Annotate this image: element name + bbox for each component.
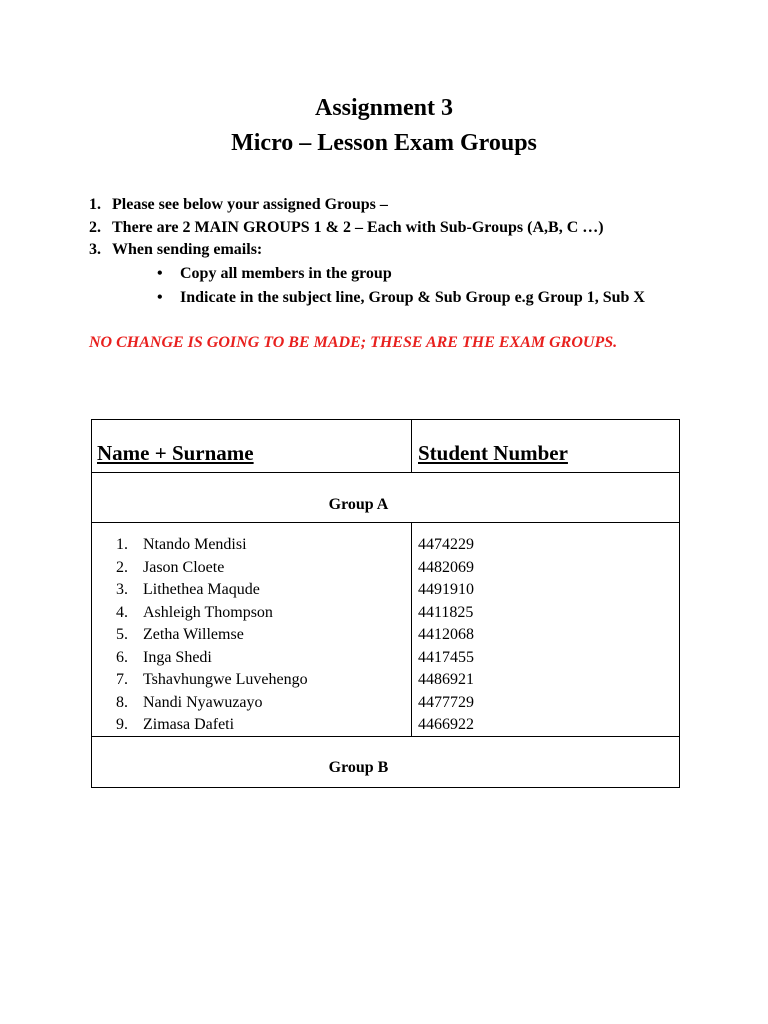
student-number: 4491910 <box>418 581 474 598</box>
table-row <box>116 692 308 715</box>
column-header-student-number: Student Number <box>418 441 568 465</box>
row-divider <box>92 522 679 523</box>
member-name: Tshavhungwe Luvehengo <box>143 671 308 688</box>
row-number: 8. <box>116 693 128 711</box>
table-row <box>116 602 308 625</box>
member-name: Ntando Mendisi <box>143 536 247 553</box>
member-name: Ashleigh Thompson <box>143 603 273 621</box>
student-number: 4477729 <box>418 693 474 711</box>
row-number: 6. <box>116 648 128 666</box>
member-name: Zimasa Dafeti <box>143 716 235 733</box>
assignment-title: Assignment 3 <box>314 95 453 121</box>
row-number: 5. <box>116 626 128 643</box>
column-divider <box>411 420 412 472</box>
student-number: 4482069 <box>418 558 474 576</box>
row-number: 1. <box>116 536 128 553</box>
instruction-item <box>89 195 388 215</box>
member-name: Lithethea Maqude <box>143 581 260 598</box>
groups-table <box>91 419 680 788</box>
row-number: 9. <box>116 716 128 733</box>
bullet-icon: • <box>157 265 163 282</box>
table-row <box>116 579 308 602</box>
member-name: Zetha Willemse <box>143 626 244 643</box>
group-b-label: Group B <box>328 759 389 776</box>
column-divider <box>411 523 412 737</box>
instruction-text: Please see below your assigned Groups – <box>112 196 388 213</box>
row-number: 2. <box>116 558 128 576</box>
instruction-text: When sending emails: <box>112 241 263 258</box>
member-name: Nandi Nyawuzayo <box>143 693 263 711</box>
member-name: Inga Shedi <box>143 648 212 666</box>
student-number: 4411825 <box>418 603 474 621</box>
instruction-text: There are 2 MAIN GROUPS 1 & 2 – Each with Sub-Groups (A,B, C …) <box>112 219 604 236</box>
student-number: 4466922 <box>418 716 474 733</box>
instruction-item <box>89 240 262 260</box>
table-row <box>116 624 308 647</box>
member-name: Jason Cloete <box>143 558 225 576</box>
group-a-label: Group A <box>328 496 389 513</box>
member-name-list <box>116 534 308 737</box>
table-row <box>116 669 308 692</box>
instruction-number: 1. <box>89 196 101 213</box>
student-number-list <box>418 534 474 737</box>
table-row <box>116 647 308 670</box>
bullet-text: Copy all members in the group <box>180 265 392 282</box>
table-row <box>116 534 308 557</box>
bullet-text: Indicate in the subject line, Group & Sub Group e.g Group 1, Sub X <box>180 289 645 306</box>
instruction-number: 3. <box>89 241 101 258</box>
student-number: 4474229 <box>418 536 474 553</box>
row-divider <box>92 472 679 473</box>
student-number: 4486921 <box>418 671 474 688</box>
table-row <box>116 557 308 580</box>
student-number: 4417455 <box>418 648 474 666</box>
column-header-name: Name + Surname <box>97 441 254 465</box>
row-number: 4. <box>116 603 128 621</box>
table-row <box>116 714 308 737</box>
bullet-icon: • <box>157 289 163 306</box>
notice-warning: NO CHANGE IS GOING TO BE MADE; THESE ARE THE EXAM GROUPS. <box>89 334 618 351</box>
row-number: 7. <box>116 671 128 688</box>
student-number: 4412068 <box>418 626 474 643</box>
document-title: Micro – Lesson Exam Groups <box>231 130 537 156</box>
instruction-item <box>89 218 604 238</box>
row-number: 3. <box>116 581 128 598</box>
instruction-number: 2. <box>89 219 101 236</box>
